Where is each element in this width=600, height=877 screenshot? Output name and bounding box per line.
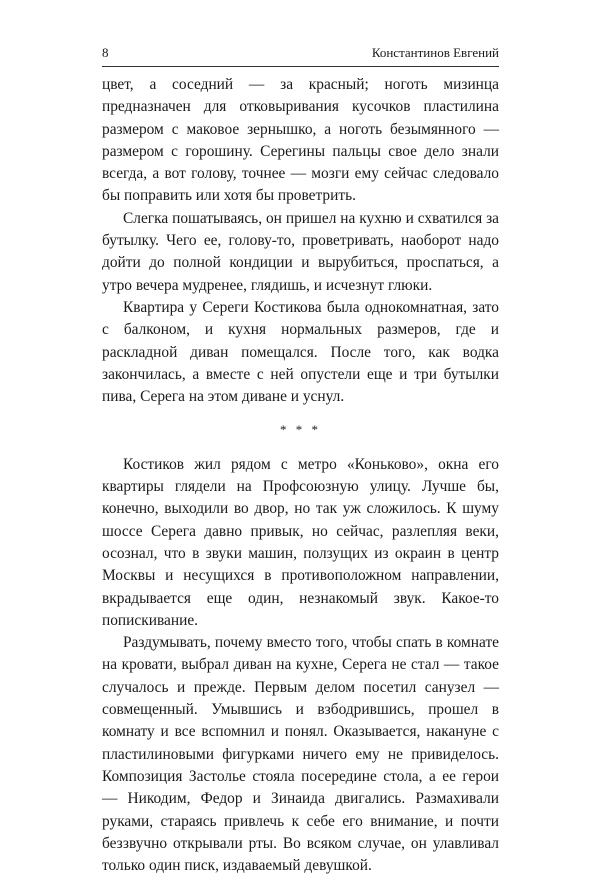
section-break: * * * <box>280 422 321 438</box>
paragraph: Слегка пошатываясь, он пришел на кухню и схватился за бутылку. Чего ее, голову-то, проветривать, наоборот надо дойти до полной кондиции и вырубиться, проспаться, а утро вечера мудренее, глядишь, и исчезнут глюки. <box>102 209 499 294</box>
paragraph: Костиков жил рядом с метро «Коньково», окна его квартиры глядели на Профсоюзную улицу. Лучше бы, конечно, выходили во двор, но так уж сложилось. К шуму шоссе Серега давно привык, но сейчас, разлепляя веки, осознал, что в звуки машин, ползущих из окраин в центр Москвы и несущихся в противоположном направлении, вкрадывается еще один, незнакомый звук. Какое-то попискивание. <box>102 455 499 629</box>
body-text <box>102 74 499 877</box>
paragraph: Квартира у Сереги Костикова была однокомнатная, зато с балконом, и кухня нормальных размеров, где и раскладной диван помещался. После того, как водка закончилась, а вместе с ней опустели еще и три бутылки пива, Серега на этом диване и уснул. <box>102 298 499 406</box>
running-title: Константинов Евгений <box>371 45 499 60</box>
paragraph: Раздумывать, почему вместо того, чтобы спать в комнате на кровати, выбрал диван на кухне, Серега не стал — такое случалось и прежде. Первым делом посетил санузел — совмещенный. Умывшись и взбодрившись, прошел в комнату и все вспомнил и понял. Оказывается, накануне с пластилиновыми фигурками ничего ему не привиделось. Композиция Застолье стояла посередине стола, а ее герои — Никодим, Федор и Зинаида двигались. Размахивали руками, стараясь привлечь к себе его внимание, и почти беззвучно открывали рты. Во всяком случае, он улавливал только один писк, издаваемый девушкой. <box>102 634 499 875</box>
header-rule <box>102 66 499 67</box>
page-header <box>102 45 499 65</box>
paragraph: цвет, а соседний — за красный; ноготь мизинца предназначен для отковыривания кусочков пластилина размером с маковое зернышко, а ноготь безымянного — размером с горошину. Серегины пальцы свое дело знали всегда, а вот голову, точнее — мозги ему сейчас следовало бы поправить или хотя бы проветрить. <box>102 76 499 205</box>
page-number: 8 <box>102 45 109 60</box>
